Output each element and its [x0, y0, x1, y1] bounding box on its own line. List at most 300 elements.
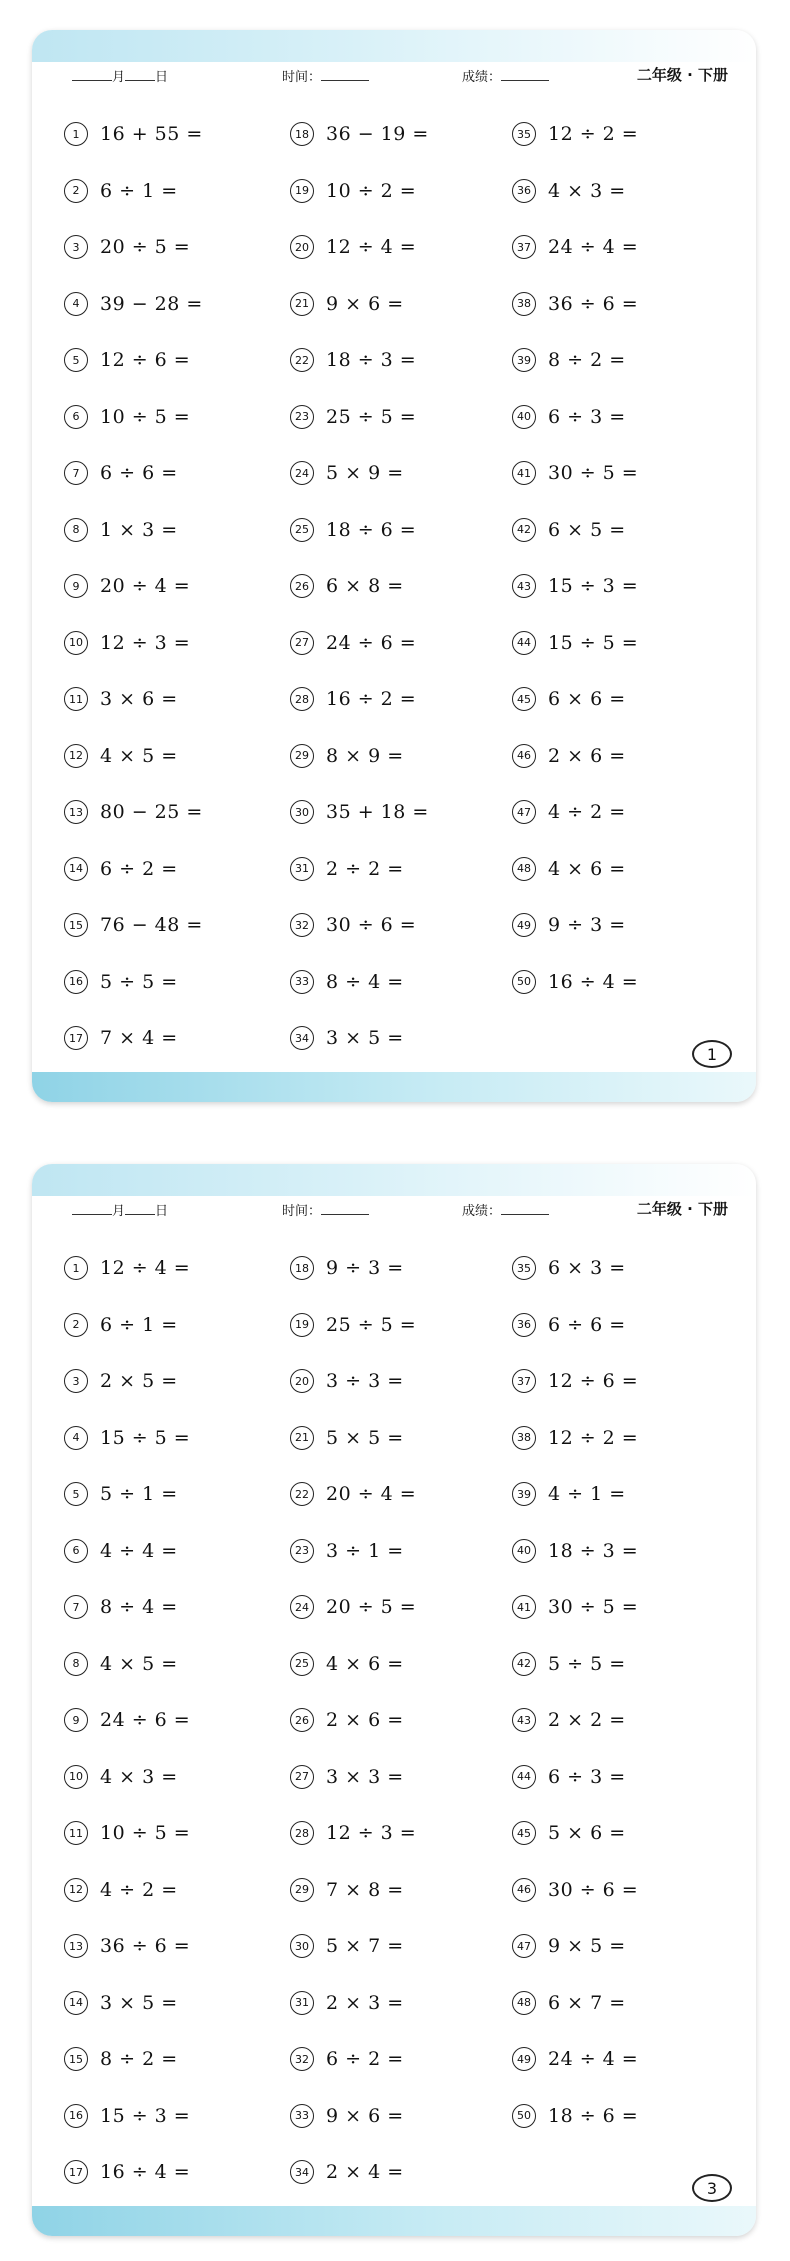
problem-expression: 16 ÷ 2 =	[326, 688, 417, 711]
problem-expression: 2 × 6 =	[548, 744, 626, 767]
problem-expression: 7 × 4 =	[100, 1027, 178, 1050]
problem-item	[64, 784, 284, 841]
problem-number: 31	[290, 857, 314, 881]
problem-number: 26	[290, 1708, 314, 1732]
problem-number: 29	[290, 744, 314, 768]
problem-expression: 4 × 6 =	[326, 1652, 404, 1675]
problem-item	[512, 1523, 732, 1580]
problem-expression: 3 × 3 =	[326, 1765, 404, 1788]
problem-item	[64, 615, 284, 672]
problem-expression: 30 ÷ 5 =	[548, 1596, 639, 1619]
problem-item	[512, 502, 732, 559]
problem-item	[64, 2031, 284, 2088]
problem-expression: 36 ÷ 6 =	[548, 292, 639, 315]
problem-item	[512, 1805, 732, 1862]
problem-expression: 12 ÷ 2 =	[548, 123, 639, 146]
problem-number: 28	[290, 687, 314, 711]
problem-number: 18	[290, 122, 314, 146]
top-decor-band	[32, 30, 756, 62]
problem-expression: 3 × 5 =	[326, 1027, 404, 1050]
problem-number: 39	[512, 348, 536, 372]
problem-number: 16	[64, 2104, 88, 2128]
problem-item	[64, 1862, 284, 1919]
problem-expression: 24 ÷ 6 =	[100, 1709, 191, 1732]
problem-item	[512, 106, 732, 163]
problem-item	[512, 163, 732, 220]
problem-expression: 39 − 28 =	[100, 292, 203, 315]
problem-number: 14	[64, 1991, 88, 2015]
problem-item	[512, 1918, 732, 1975]
problem-number: 4	[64, 292, 88, 316]
problem-expression: 6 ÷ 3 =	[548, 1765, 626, 1788]
problem-number: 1	[64, 122, 88, 146]
problem-item	[290, 954, 510, 1011]
problem-expression: 6 ÷ 6 =	[100, 462, 178, 485]
problem-number: 43	[512, 574, 536, 598]
problem-item	[512, 2031, 732, 2088]
problem-number: 6	[64, 1539, 88, 1563]
problem-number: 30	[290, 1934, 314, 1958]
problem-number: 12	[64, 1878, 88, 1902]
problem-item	[512, 445, 732, 502]
problem-expression: 20 ÷ 4 =	[326, 1483, 417, 1506]
problem-expression: 8 ÷ 4 =	[100, 1596, 178, 1619]
problem-item	[290, 502, 510, 559]
problem-expression: 6 ÷ 2 =	[326, 2048, 404, 2071]
problem-expression: 25 ÷ 5 =	[326, 405, 417, 428]
problem-item	[512, 954, 732, 1011]
problem-item	[512, 671, 732, 728]
problem-number: 48	[512, 1991, 536, 2015]
problem-number: 47	[512, 1934, 536, 1958]
problem-number: 32	[290, 913, 314, 937]
problem-expression: 3 × 6 =	[100, 688, 178, 711]
problem-item	[512, 1579, 732, 1636]
problem-expression: 25 ÷ 5 =	[326, 1313, 417, 1336]
problem-expression: 30 ÷ 5 =	[548, 462, 639, 485]
score-blank[interactable]	[501, 68, 549, 81]
problem-item	[64, 1975, 284, 2032]
problem-item	[290, 276, 510, 333]
problem-number: 37	[512, 235, 536, 259]
problem-number: 17	[64, 1026, 88, 1050]
problem-item	[64, 841, 284, 898]
problem-item	[64, 2144, 284, 2201]
problem-expression: 12 ÷ 4 =	[326, 236, 417, 259]
problem-number: 16	[64, 970, 88, 994]
problem-column-2	[290, 1240, 510, 2201]
problem-expression: 4 ÷ 4 =	[100, 1539, 178, 1562]
problem-item	[290, 558, 510, 615]
problem-item	[512, 1749, 732, 1806]
problem-expression: 6 ÷ 1 =	[100, 1313, 178, 1336]
problem-item	[512, 1466, 732, 1523]
problem-number: 3	[64, 1369, 88, 1393]
problem-expression: 16 + 55 =	[100, 123, 203, 146]
problem-number: 38	[512, 1426, 536, 1450]
problem-expression: 18 ÷ 3 =	[326, 349, 417, 372]
problem-expression: 3 × 5 =	[100, 1991, 178, 2014]
problem-number: 28	[290, 1821, 314, 1845]
problem-expression: 2 × 5 =	[100, 1370, 178, 1393]
bottom-decor-band	[32, 1072, 756, 1102]
problem-item	[512, 219, 732, 276]
problem-item	[512, 615, 732, 672]
problem-item	[290, 1805, 510, 1862]
problem-expression: 24 ÷ 4 =	[548, 2048, 639, 2071]
problem-expression: 20 ÷ 4 =	[100, 575, 191, 598]
problem-item	[64, 1466, 284, 1523]
time-blank[interactable]	[321, 68, 369, 81]
problem-item	[512, 332, 732, 389]
month-blank[interactable]	[72, 1202, 112, 1215]
problem-expression: 15 ÷ 3 =	[548, 575, 639, 598]
problem-item	[64, 1692, 284, 1749]
problem-item	[64, 106, 284, 163]
problem-item	[512, 1240, 732, 1297]
problem-expression: 10 ÷ 2 =	[326, 179, 417, 202]
problem-expression: 5 × 5 =	[326, 1426, 404, 1449]
problem-expression: 6 ÷ 3 =	[548, 405, 626, 428]
problem-expression: 5 ÷ 5 =	[100, 970, 178, 993]
problem-number: 13	[64, 1934, 88, 1958]
problem-item	[64, 1410, 284, 1467]
problem-expression: 4 × 5 =	[100, 744, 178, 767]
problem-number: 15	[64, 2047, 88, 2071]
problem-item	[290, 784, 510, 841]
score-label: 成绩：	[462, 1204, 502, 1219]
problem-column-3	[512, 1240, 732, 2144]
score-field	[462, 66, 549, 85]
problem-number: 37	[512, 1369, 536, 1393]
grade-label: 二年级 · 下册	[636, 1200, 728, 1218]
problem-number: 27	[290, 631, 314, 655]
problem-item	[290, 1862, 510, 1919]
problem-expression: 4 × 5 =	[100, 1652, 178, 1675]
problem-item	[512, 558, 732, 615]
time-label: 时间：	[282, 70, 322, 85]
problem-number: 42	[512, 1652, 536, 1676]
problem-number: 50	[512, 2104, 536, 2128]
problem-item	[290, 2031, 510, 2088]
problem-item	[512, 389, 732, 446]
problem-expression: 36 − 19 =	[326, 123, 429, 146]
score-label: 成绩：	[462, 70, 502, 85]
problem-item	[64, 1523, 284, 1580]
problem-expression: 6 × 5 =	[548, 518, 626, 541]
problem-item	[512, 784, 732, 841]
problem-item	[290, 1353, 510, 1410]
time-blank[interactable]	[321, 1202, 369, 1215]
problem-expression: 15 ÷ 3 =	[100, 2104, 191, 2127]
problem-expression: 9 × 5 =	[548, 1935, 626, 1958]
problem-number: 30	[290, 800, 314, 824]
problem-number: 20	[290, 1369, 314, 1393]
problem-item	[512, 1410, 732, 1467]
problem-number: 44	[512, 631, 536, 655]
problem-expression: 6 × 6 =	[548, 688, 626, 711]
day-blank[interactable]	[125, 68, 155, 81]
problem-item	[290, 1692, 510, 1749]
problem-expression: 15 ÷ 5 =	[548, 631, 639, 654]
problem-item	[64, 1636, 284, 1693]
problem-expression: 6 × 7 =	[548, 1991, 626, 2014]
problem-item	[290, 897, 510, 954]
problem-column-1	[64, 1240, 284, 2201]
problem-item	[290, 1466, 510, 1523]
problem-number: 46	[512, 744, 536, 768]
problem-number: 13	[64, 800, 88, 824]
problem-number: 2	[64, 179, 88, 203]
problem-expression: 2 × 6 =	[326, 1709, 404, 1732]
problem-number: 33	[290, 970, 314, 994]
worksheet-page-3	[32, 1164, 756, 2236]
problem-number: 40	[512, 405, 536, 429]
problem-expression: 12 ÷ 6 =	[100, 349, 191, 372]
problem-item	[290, 1975, 510, 2032]
problem-item	[290, 1410, 510, 1467]
problem-number: 26	[290, 574, 314, 598]
problem-number: 43	[512, 1708, 536, 1732]
problem-item	[290, 2088, 510, 2145]
problem-number: 7	[64, 1595, 88, 1619]
month-blank[interactable]	[72, 68, 112, 81]
problem-column-2	[290, 106, 510, 1067]
problem-number: 22	[290, 348, 314, 372]
problem-number: 41	[512, 461, 536, 485]
problem-expression: 16 ÷ 4 =	[100, 2161, 191, 2184]
bottom-decor-band	[32, 2206, 756, 2236]
problem-number: 24	[290, 461, 314, 485]
problem-number: 12	[64, 744, 88, 768]
problem-item	[512, 1975, 732, 2032]
problem-number: 44	[512, 1765, 536, 1789]
problem-item	[512, 728, 732, 785]
problem-number: 8	[64, 1652, 88, 1676]
problem-item	[64, 219, 284, 276]
problem-number: 38	[512, 292, 536, 316]
problem-expression: 12 ÷ 3 =	[100, 631, 191, 654]
problem-item	[64, 558, 284, 615]
problem-item	[512, 1692, 732, 1749]
problem-number: 47	[512, 800, 536, 824]
date-field	[72, 1200, 168, 1219]
problem-item	[64, 2088, 284, 2145]
problem-number: 22	[290, 1482, 314, 1506]
problem-item	[512, 2088, 732, 2145]
problem-expression: 30 ÷ 6 =	[326, 914, 417, 937]
problem-item	[290, 671, 510, 728]
problem-item	[64, 1749, 284, 1806]
problem-expression: 2 ÷ 2 =	[326, 857, 404, 880]
problem-number: 19	[290, 179, 314, 203]
problem-expression: 4 × 6 =	[548, 857, 626, 880]
problem-item	[64, 897, 284, 954]
problem-item	[64, 163, 284, 220]
problem-number: 21	[290, 292, 314, 316]
problem-item	[290, 1636, 510, 1693]
problem-expression: 18 ÷ 6 =	[326, 518, 417, 541]
problem-item	[290, 389, 510, 446]
problem-expression: 9 ÷ 3 =	[326, 1257, 404, 1280]
problem-item	[64, 671, 284, 728]
problem-item	[290, 1579, 510, 1636]
problem-expression: 18 ÷ 3 =	[548, 1539, 639, 1562]
problem-expression: 35 + 18 =	[326, 801, 429, 824]
problem-item	[64, 502, 284, 559]
problem-number: 49	[512, 2047, 536, 2071]
problem-item	[64, 1297, 284, 1354]
problem-number: 10	[64, 1765, 88, 1789]
problem-item	[64, 1240, 284, 1297]
problem-expression: 12 ÷ 3 =	[326, 1822, 417, 1845]
problem-number: 39	[512, 1482, 536, 1506]
day-label: 日	[155, 70, 169, 85]
worksheet-header	[62, 1198, 728, 1222]
problem-number: 4	[64, 1426, 88, 1450]
problem-item	[512, 1636, 732, 1693]
problem-expression: 18 ÷ 6 =	[548, 2104, 639, 2127]
problem-expression: 9 × 6 =	[326, 2104, 404, 2127]
problem-expression: 4 ÷ 2 =	[548, 801, 626, 824]
score-blank[interactable]	[501, 1202, 549, 1215]
problem-expression: 36 ÷ 6 =	[100, 1935, 191, 1958]
problem-number: 1	[64, 1256, 88, 1280]
problem-item	[64, 445, 284, 502]
problem-number: 25	[290, 1652, 314, 1676]
time-label: 时间：	[282, 1204, 322, 1219]
problem-number: 21	[290, 1426, 314, 1450]
problem-number: 10	[64, 631, 88, 655]
top-decor-band	[32, 1164, 756, 1196]
problem-number: 6	[64, 405, 88, 429]
problem-number: 9	[64, 574, 88, 598]
problem-item	[64, 954, 284, 1011]
problem-number: 34	[290, 1026, 314, 1050]
problem-number: 3	[64, 235, 88, 259]
problem-number: 8	[64, 518, 88, 542]
problem-item	[290, 163, 510, 220]
problem-expression: 6 ÷ 1 =	[100, 179, 178, 202]
date-field	[72, 66, 168, 85]
problem-number: 5	[64, 1482, 88, 1506]
problem-number: 15	[64, 913, 88, 937]
problem-number: 27	[290, 1765, 314, 1789]
problem-item	[290, 1523, 510, 1580]
problem-item	[290, 219, 510, 276]
problem-expression: 3 ÷ 1 =	[326, 1539, 404, 1562]
problem-number: 46	[512, 1878, 536, 1902]
problem-expression: 8 × 9 =	[326, 744, 404, 767]
problem-expression: 9 ÷ 3 =	[548, 914, 626, 937]
problem-item	[64, 389, 284, 446]
problem-expression: 9 × 6 =	[326, 292, 404, 315]
problem-column-1	[64, 106, 284, 1067]
problem-expression: 80 − 25 =	[100, 801, 203, 824]
problem-expression: 24 ÷ 4 =	[548, 236, 639, 259]
page-number: 3	[692, 2174, 732, 2202]
problem-column-3	[512, 106, 732, 1010]
problem-expression: 12 ÷ 6 =	[548, 1370, 639, 1393]
problem-number: 33	[290, 2104, 314, 2128]
problem-expression: 76 − 48 =	[100, 914, 203, 937]
problem-expression: 5 ÷ 1 =	[100, 1483, 178, 1506]
problem-number: 23	[290, 1539, 314, 1563]
problem-item	[64, 332, 284, 389]
problem-expression: 20 ÷ 5 =	[326, 1596, 417, 1619]
time-field	[282, 1200, 369, 1219]
problem-expression: 20 ÷ 5 =	[100, 236, 191, 259]
score-field	[462, 1200, 549, 1219]
problem-number: 45	[512, 1821, 536, 1845]
problem-expression: 15 ÷ 5 =	[100, 1426, 191, 1449]
problem-item	[512, 276, 732, 333]
problem-number: 49	[512, 913, 536, 937]
problem-number: 14	[64, 857, 88, 881]
problem-item	[512, 897, 732, 954]
problem-number: 36	[512, 1313, 536, 1337]
problem-expression: 24 ÷ 6 =	[326, 631, 417, 654]
problem-item	[290, 1010, 510, 1067]
problem-number: 24	[290, 1595, 314, 1619]
problem-expression: 5 ÷ 5 =	[548, 1652, 626, 1675]
problem-number: 18	[290, 1256, 314, 1280]
problem-expression: 8 ÷ 2 =	[548, 349, 626, 372]
problem-number: 29	[290, 1878, 314, 1902]
problem-item	[290, 841, 510, 898]
problem-expression: 4 ÷ 1 =	[548, 1483, 626, 1506]
day-blank[interactable]	[125, 1202, 155, 1215]
problem-expression: 5 × 7 =	[326, 1935, 404, 1958]
problem-number: 35	[512, 122, 536, 146]
problem-number: 32	[290, 2047, 314, 2071]
problem-expression: 10 ÷ 5 =	[100, 405, 191, 428]
problem-item	[64, 1353, 284, 1410]
problem-number: 23	[290, 405, 314, 429]
problem-number: 31	[290, 1991, 314, 2015]
month-label: 月	[112, 1204, 126, 1219]
worksheet-header	[62, 64, 728, 88]
problem-item	[290, 1749, 510, 1806]
problem-item	[290, 1240, 510, 1297]
problem-number: 9	[64, 1708, 88, 1732]
problem-number: 19	[290, 1313, 314, 1337]
page-number: 1	[692, 1040, 732, 1068]
problem-number: 40	[512, 1539, 536, 1563]
problem-expression: 4 ÷ 2 =	[100, 1878, 178, 1901]
problem-expression: 12 ÷ 4 =	[100, 1257, 191, 1280]
problem-expression: 1 × 3 =	[100, 518, 178, 541]
problem-number: 11	[64, 1821, 88, 1845]
problem-number: 11	[64, 687, 88, 711]
problem-item	[290, 1297, 510, 1354]
problem-expression: 4 × 3 =	[100, 1765, 178, 1788]
problem-item	[64, 1918, 284, 1975]
problem-number: 2	[64, 1313, 88, 1337]
problem-number: 20	[290, 235, 314, 259]
problem-number: 35	[512, 1256, 536, 1280]
problem-expression: 8 ÷ 4 =	[326, 970, 404, 993]
problem-expression: 2 × 2 =	[548, 1709, 626, 1732]
problem-number: 45	[512, 687, 536, 711]
problem-number: 17	[64, 2160, 88, 2184]
grade-label: 二年级 · 下册	[636, 66, 728, 84]
problem-item	[290, 106, 510, 163]
day-label: 日	[155, 1204, 169, 1219]
problem-expression: 6 ÷ 2 =	[100, 857, 178, 880]
problem-item	[290, 615, 510, 672]
problem-number: 48	[512, 857, 536, 881]
